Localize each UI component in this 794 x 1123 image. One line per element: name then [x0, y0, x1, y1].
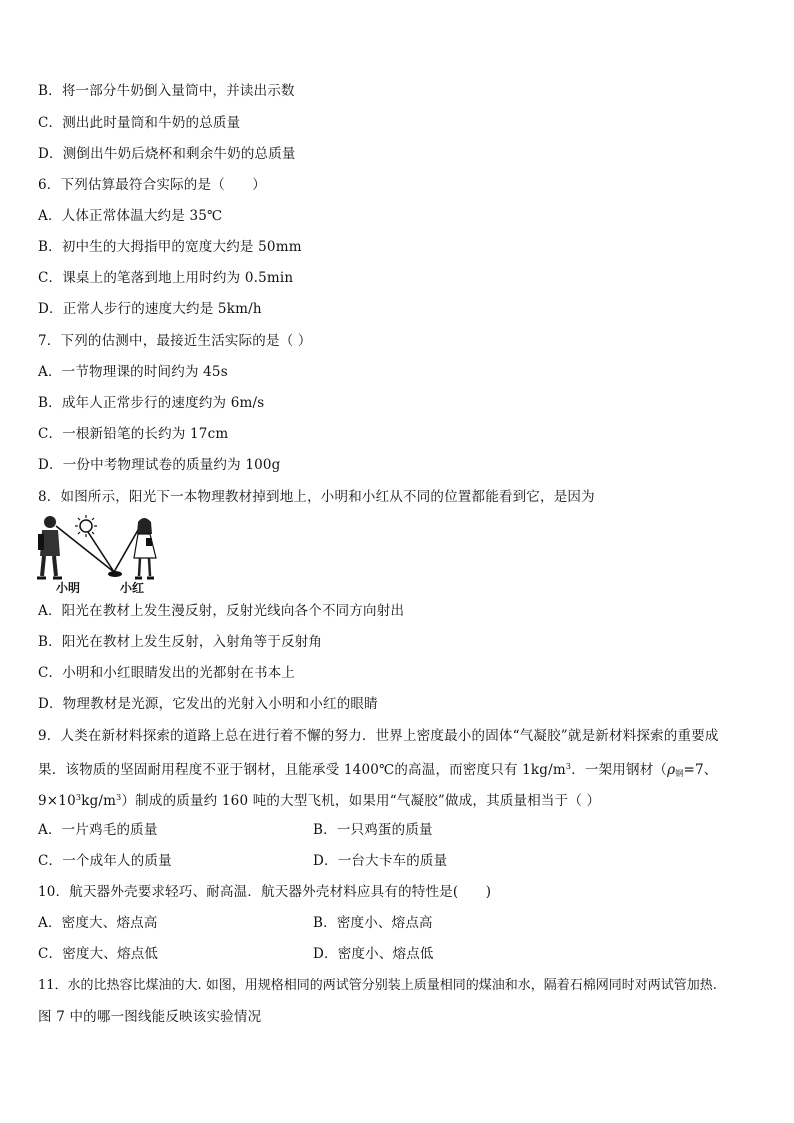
q9-option-b: B．一只鸡蛋的质量	[313, 822, 433, 838]
q5-option-d: D．测倒出牛奶后烧杯和剩余牛奶的总质量	[38, 146, 296, 162]
q9-stem-line3	[38, 789, 600, 810]
q5-option-c: C．测出此时量筒和牛奶的总质量	[38, 115, 241, 131]
q7-option-b: B．成年人正常步行的速度约为 6m/s	[38, 395, 265, 411]
light-rays	[56, 526, 138, 572]
q10-option-b: B．密度小、熔点高	[313, 915, 433, 931]
q6-option-d: D．正常人步行的速度大约是 5km/h	[38, 301, 262, 317]
q10-options-row2	[38, 945, 434, 963]
q7-option-c: C．一根新铅笔的长约为 17cm	[38, 426, 229, 442]
q8-option-b: B．阳光在教材上发生反射，入射角等于反射角	[38, 634, 323, 650]
q5-option-b: B．将一部分牛奶倒入量筒中，并读出示数	[38, 83, 295, 99]
q10-options-row1	[38, 914, 433, 932]
girl-figure	[134, 518, 156, 578]
book-icon	[108, 571, 122, 577]
q9-option-d: D．一台大卡车的质量	[313, 853, 448, 869]
q9-line2-part-c: =7、	[683, 762, 718, 778]
q8-option-a: A．阳光在教材上发生漫反射，反射光线向各个不同方向射出	[38, 603, 405, 619]
q9-line3-part-b: kg/m	[81, 793, 117, 809]
sun-icon	[75, 515, 97, 537]
q8-option-c: C．小明和小红眼睛发出的光都射在书本上	[38, 665, 296, 681]
q7-stem: 7．下列的估测中，最接近生活实际的是（ ）	[38, 333, 312, 349]
q9-line3-sup2: 3	[116, 793, 122, 802]
q9-option-c: C．一个成年人的质量	[38, 853, 172, 869]
q9-stem-line2	[38, 758, 717, 783]
q10-option-c: C．密度大、熔点低	[38, 946, 159, 962]
boy-figure	[37, 516, 62, 578]
q6-option-c: C．课桌上的笔落到地上用时约为 0.5min	[38, 270, 294, 286]
q9-line2-part-b: ．一架用钢材（	[571, 762, 668, 778]
q9-line3-sup1: 3	[75, 793, 82, 802]
q9-stem-line1: 9．人类在新材料探索的道路上总在进行着不懈的努力．世界上密度最小的固体“气凝胶”就是新材料探索的重要成	[38, 728, 719, 744]
q9-line3-part-a: 9×10	[38, 793, 76, 809]
rho-subscript: 钢	[675, 769, 684, 778]
figure-label-xiaoming: 小明	[56, 581, 81, 594]
q10-option-a: A．密度大、熔点高	[38, 915, 158, 931]
q6-option-a: A．人体正常体温大约是 35℃	[38, 208, 223, 224]
q7-option-a: A．一节物理课的时间约为 45s	[38, 364, 228, 380]
q6-stem: 6．下列估算最符合实际的是（ ）	[38, 177, 266, 193]
q11-stem-line1: 11．水的比热容比煤油的大. 如图，用规格相同的两试管分别装上质量相同的煤油和水，隔着石棉网同时对两试管加热.	[38, 978, 717, 993]
q7-option-d: D．一份中考物理试卷的质量约为 100g	[38, 457, 281, 473]
q9-line2-part-a: 果．该物质的坚固耐用程度不亚于钢材，且能承受 1400℃的高温，而密度只有 1kg/m	[38, 762, 566, 778]
q9-options-row2	[38, 852, 448, 870]
q9-line3-part-c: ）制成的质量约 160 吨的大型飞机，如果用“气凝胶”做成，其质量相当于（ ）	[121, 793, 601, 809]
q6-option-b: B．初中生的大拇指甲的宽度大约是 50mm	[38, 239, 302, 255]
q9-options-row1	[38, 821, 433, 839]
q10-option-d: D．密度小、熔点低	[313, 946, 434, 962]
q9-line2-sup: 3	[565, 762, 572, 771]
q9-option-a: A．一片鸡毛的质量	[38, 822, 158, 838]
reflection-figure	[34, 512, 174, 594]
q8-option-d: D．物理教材是光源，它发出的光射入小明和小红的眼睛	[38, 696, 378, 712]
rho-symbol: ρ	[667, 762, 676, 778]
figure-label-xiaohong: 小红	[120, 581, 145, 594]
q11-stem-line2: 图 7 中的哪一图线能反映该实验情况	[38, 1009, 262, 1025]
q8-stem: 8．如图所示，阳光下一本物理教材掉到地上，小明和小红从不同的位置都能看到它，是因为	[38, 489, 595, 505]
q10-stem: 10．航天器外壳要求轻巧、耐高温．航天器外壳材料应具有的特性是( )	[38, 884, 492, 900]
